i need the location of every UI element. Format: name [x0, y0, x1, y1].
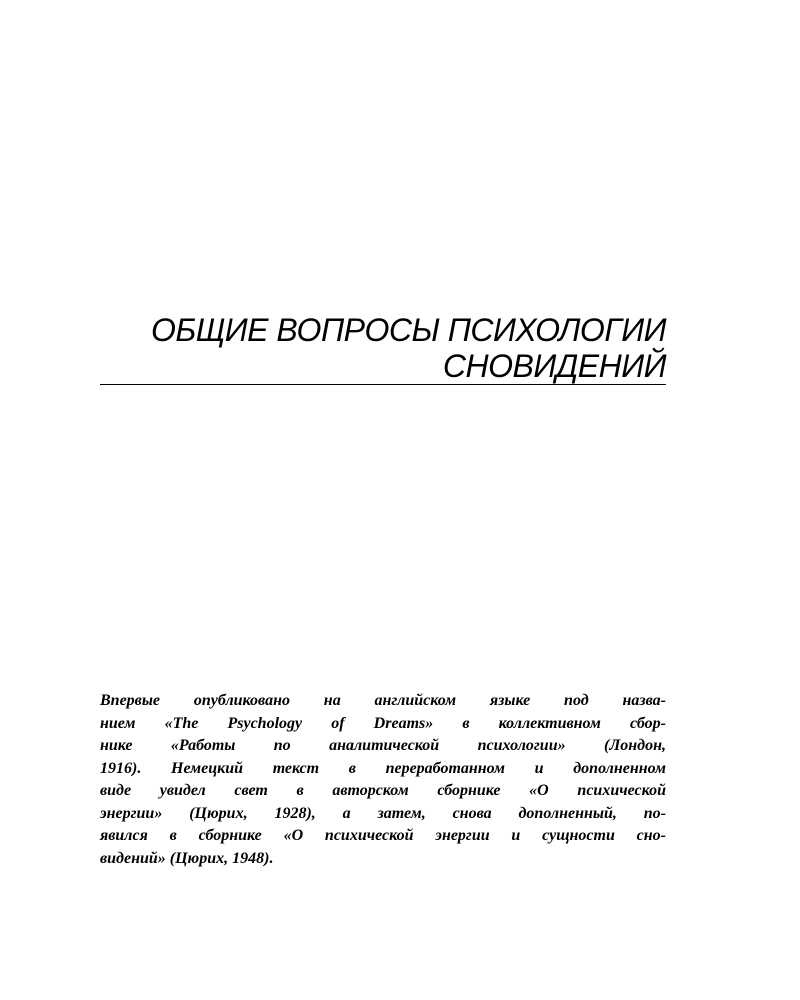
note-line: нике «Работы по аналитической психологии» (Лондон, [100, 737, 666, 754]
note-line: нием «The Psychology of Dreams» в коллективном сбор- [100, 714, 666, 732]
chapter-title-line-2: СНОВИДЕНИЙ [442, 348, 666, 384]
note-line: явился в сборнике «О психической энергии и сущности сно- [100, 827, 666, 844]
note-line: энергии» (Цюрих, 1928), а затем, снова дополненный, по- [100, 804, 666, 822]
note-line: 1916). Немецкий текст в переработанном и дополненном [100, 759, 666, 777]
note-line: Впервые опубликовано на английском языке под назва- [100, 692, 666, 709]
chapter-title [100, 312, 666, 384]
note-line: виде увидел свет в авторском сборнике «О психической [100, 782, 666, 799]
note-line: видений» (Цюрих, 1948). [100, 849, 274, 867]
chapter-title-line-1: ОБЩИЕ ВОПРОСЫ ПСИХОЛОГИИ [151, 312, 666, 348]
publication-note [100, 690, 666, 870]
title-divider [100, 384, 666, 385]
